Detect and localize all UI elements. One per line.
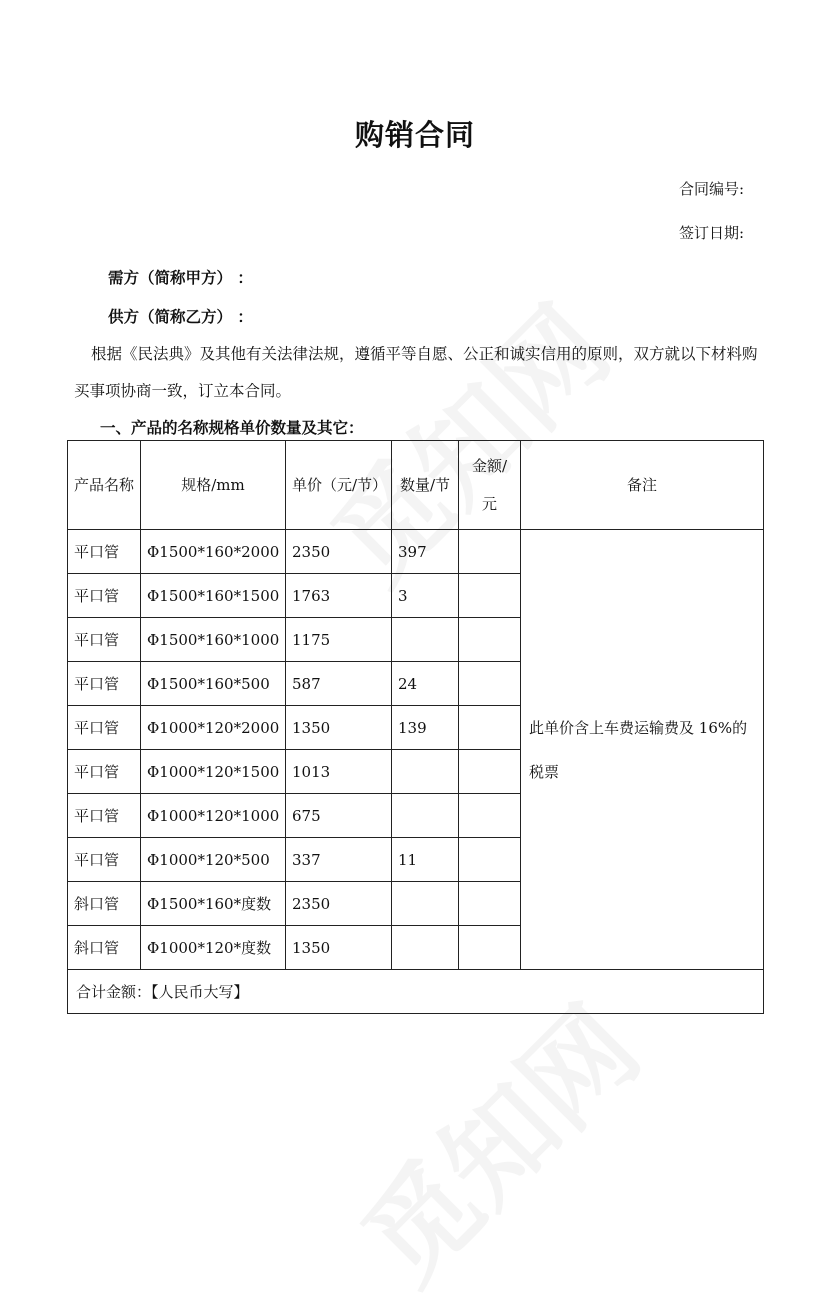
cell-price: 675 [286, 794, 392, 838]
cell-qty [392, 882, 459, 926]
cell-price: 1175 [286, 618, 392, 662]
cell-spec: Φ1000*120*1500 [141, 750, 286, 794]
cell-amount [459, 794, 521, 838]
table-row [68, 530, 764, 574]
cell-qty: 24 [392, 662, 459, 706]
cell-qty: 139 [392, 706, 459, 750]
cell-price: 337 [286, 838, 392, 882]
cell-name: 平口管 [68, 574, 141, 618]
header-remark: 备注 [521, 441, 764, 530]
preamble-text: 根据《民法典》及其他有关法律法规，遵循平等自愿、公正和诚实信用的原则，双方就以下材料购买事项协商一致，订立本合同。 [74, 345, 758, 400]
cell-spec: Φ1500*160*度数 [141, 882, 286, 926]
seller-label: 供方（简称乙方） ： [108, 307, 253, 326]
header-qty: 数量/节 [392, 441, 459, 530]
cell-amount [459, 530, 521, 574]
cell-amount [459, 882, 521, 926]
buyer-label: 需方（简称甲方） ： [108, 268, 253, 287]
table-header-row [68, 441, 764, 530]
cell-qty [392, 794, 459, 838]
cell-price: 1763 [286, 574, 392, 618]
cell-price: 2350 [286, 882, 392, 926]
cell-name: 平口管 [68, 662, 141, 706]
contract-number-label: 合同编号: [678, 180, 744, 198]
total-row [68, 970, 764, 1014]
cell-spec: Φ1500*160*500 [141, 662, 286, 706]
cell-name: 斜口管 [68, 926, 141, 970]
cell-price: 587 [286, 662, 392, 706]
cell-name: 平口管 [68, 794, 141, 838]
cell-spec: Φ1000*120*1000 [141, 794, 286, 838]
cell-spec: Φ1500*160*1000 [141, 618, 286, 662]
cell-amount [459, 574, 521, 618]
header-amount: 金额/元 [459, 441, 521, 530]
cell-remark: 此单价含上车费运输费及 16%的税票 [521, 530, 764, 970]
cell-qty: 3 [392, 574, 459, 618]
cell-amount [459, 750, 521, 794]
cell-price: 1350 [286, 926, 392, 970]
cell-spec: Φ1000*120*2000 [141, 706, 286, 750]
cell-amount [459, 706, 521, 750]
cell-amount [459, 926, 521, 970]
cell-amount [459, 838, 521, 882]
header-spec: 规格/mm [141, 441, 286, 530]
header-price: 单价（元/节） [286, 441, 392, 530]
document-title: 购销合同 [354, 118, 475, 152]
cell-amount [459, 662, 521, 706]
cell-spec: Φ1000*120*500 [141, 838, 286, 882]
cell-spec: Φ1500*160*1500 [141, 574, 286, 618]
cell-qty: 11 [392, 838, 459, 882]
cell-qty [392, 618, 459, 662]
cell-name: 平口管 [68, 530, 141, 574]
cell-price: 1013 [286, 750, 392, 794]
cell-spec: Φ1000*120*度数 [141, 926, 286, 970]
cell-name: 斜口管 [68, 882, 141, 926]
cell-name: 平口管 [68, 618, 141, 662]
cell-name: 平口管 [68, 706, 141, 750]
section-1-title: 一、产品的名称规格单价数量及其它： [100, 418, 364, 437]
cell-spec: Φ1500*160*2000 [141, 530, 286, 574]
total-amount-label: 合计金额：【人民币大写】 [68, 970, 764, 1014]
cell-amount [459, 618, 521, 662]
cell-name: 平口管 [68, 838, 141, 882]
header-name: 产品名称 [68, 441, 141, 530]
product-table [67, 440, 764, 1014]
cell-price: 2350 [286, 530, 392, 574]
cell-qty [392, 750, 459, 794]
sign-date-label: 签订日期: [678, 224, 744, 242]
cell-price: 1350 [286, 706, 392, 750]
preamble-paragraph [74, 336, 764, 410]
cell-qty [392, 926, 459, 970]
cell-qty: 397 [392, 530, 459, 574]
watermark-bottom [322, 966, 667, 1311]
cell-name: 平口管 [68, 750, 141, 794]
